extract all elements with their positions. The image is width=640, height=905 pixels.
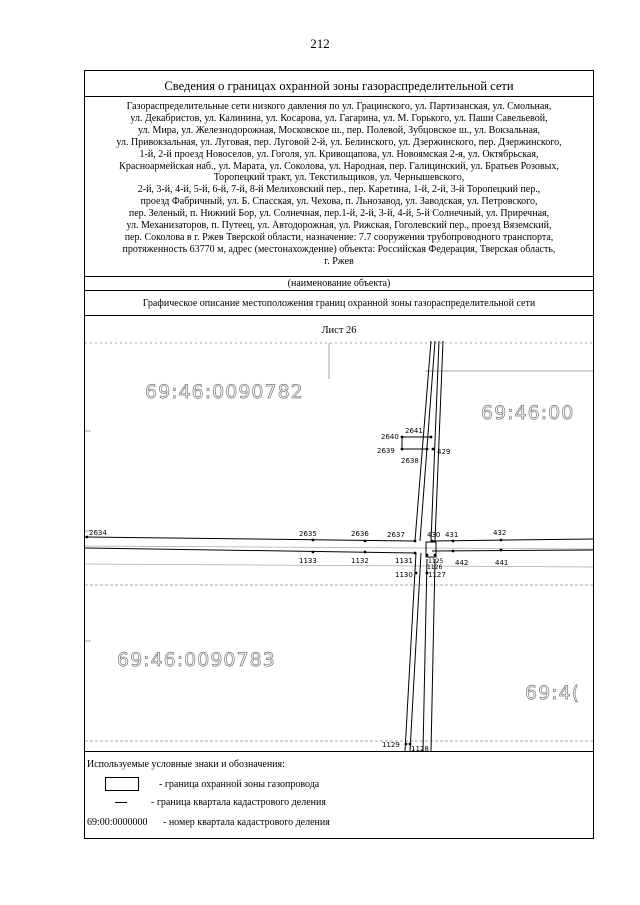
point-labels (89, 427, 508, 751)
point-label: 2639 (377, 447, 395, 455)
point-label: 432 (493, 529, 507, 537)
cadastral-numbers (117, 381, 580, 704)
point-label: 431 (445, 531, 459, 539)
point-label: 1132 (351, 557, 369, 565)
point-label: 1125 (428, 558, 444, 565)
point-label: 429 (437, 448, 451, 456)
divider (85, 751, 593, 752)
point-label: 441 (495, 559, 509, 567)
description-line: Торопецкий тракт, ул. Текстильщиков, ул. Чернышевского, (213, 172, 465, 184)
point-label: 2636 (351, 530, 369, 538)
legend-cadastral-number: - номер квартала кадастрового деления (163, 817, 330, 828)
point-label: 2637 (387, 531, 405, 539)
sheet-label: Лист 26 (321, 325, 357, 336)
point-label: 1126 (427, 564, 443, 571)
description-line: ул. Привокзальная, ул. Луговая, пер. Луговой 2-й, ул. Белинского, ул. Дзержинского, пер. Дзержинского, (116, 136, 562, 148)
divider (85, 276, 593, 277)
point-label: 430 (427, 531, 441, 539)
point-label: 2640 (381, 433, 399, 441)
divider (85, 315, 593, 316)
quarter-boundary-legend-symbol (115, 802, 127, 803)
description-line: протяженность 63770 м, адрес (местонахождение) объекта: Российская Федерация, Тверская область, (122, 243, 556, 255)
zone-boundary-legend-symbol (105, 777, 139, 791)
cadastral-number-legend-symbol: 69:00:0000000 (87, 817, 148, 828)
point-label: 2641 (405, 427, 423, 435)
description-line: пер. Соколова в г. Ржев Тверской области, назначение: 7.7 сооружения трубопроводного транспорта, (124, 231, 554, 243)
object-name-label: (наименование объекта) (287, 278, 391, 289)
description-line: Газораспределительные сети низкого давления по ул. Грацинского, ул. Партизанская, ул. Смольная, (126, 101, 552, 112)
description-line: г. Ржев (324, 255, 354, 267)
boundary-points (86, 436, 503, 746)
cadastral-number: 69:46:00 (481, 402, 575, 424)
point-label: 442 (455, 559, 469, 567)
description-line: 1-й, 2-й проезд Новоселов, ул. Гоголя, ул. Кривощапова, ул. Новоямская 2-я, ул. Октябрьская, (139, 148, 539, 160)
point-label: 2638 (401, 457, 419, 465)
point-label: 1129 (382, 741, 400, 749)
legend-zone-boundary: - граница охранной зоны газопровода (159, 779, 320, 790)
point-label: 2634 (89, 529, 107, 537)
page-number: 212 (310, 36, 330, 51)
description-line: 2-й, 3-й, 4-й, 5-й, 6-й, 7-й, 8-й Мелиховский пер., пер. Каретина, 1-й, 2-й, 3-й Торопецкий пер., (137, 184, 541, 196)
object-description (91, 101, 587, 268)
legend-title: Используемые условные знаки и обозначения: (87, 759, 285, 770)
legend-quarter-boundary: - граница квартала кадастрового деления (151, 797, 326, 808)
description-line: ул. Декабристов, ул. Калинина, ул. Косарова, ул. Гагарина, ул. М. Горького, ул. Паши Савельевой, (130, 112, 548, 124)
description-line: пер. Зеленый, п. Нижний Бор, ул. Солнечная, пер.1-й, 2-й, 3-й, 4-й, 5-й Солнечный, ул. Приречная, (128, 208, 550, 220)
divider (85, 96, 593, 97)
divider (85, 290, 593, 291)
point-label: 1130 (395, 571, 413, 579)
cadastral-number: 69:46:0090782 (145, 381, 304, 403)
description-line: ул. Мира, ул. Железнодорожная, Московское ш., пер. Полевой, Зубцовское ш., ул. Вокзальная, (138, 124, 540, 136)
graphic-description-title: Графическое описание местоположения границ охранной зоны газораспределительной сети (142, 298, 536, 309)
boundary-map (85, 341, 593, 751)
point-label: 1131 (395, 557, 413, 565)
description-line: Красноармейская наб., ул. Марата, ул. Соколова, ул. Народная, пер. Галицинский, ул. Братьев Розовых, (119, 160, 559, 172)
cadastral-number: 69:4( (525, 682, 581, 704)
description-line: проезд Фабричный, ул. Б. Спасская, ул. Чехова, п. Льнозавод, ул. Заводская, ул. Петровского, (140, 196, 538, 208)
point-label: 2635 (299, 530, 317, 538)
point-label: 1128 (411, 745, 429, 751)
description-line: ул. Механизаторов, п. Путеец, ул. Автодорожная, ул. Рижская, Гоголевский пер., проезд Вяземский, (126, 220, 552, 232)
point-label: 1133 (299, 557, 317, 565)
document-title: Сведения о границах охранной зоны газораспределительной сети (164, 79, 514, 93)
document-frame (84, 70, 594, 839)
cadastral-number: 69:46:0090783 (117, 649, 276, 671)
point-label: 1127 (428, 571, 446, 579)
